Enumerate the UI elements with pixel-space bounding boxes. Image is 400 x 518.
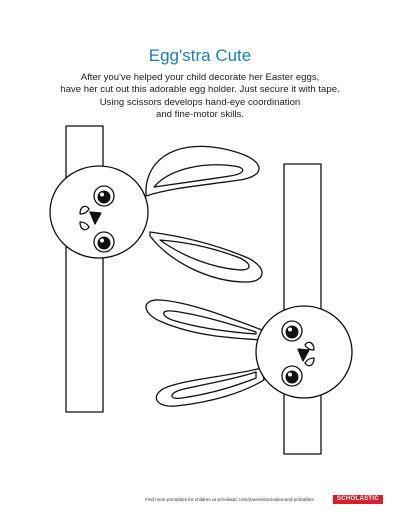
page-footer [0, 495, 400, 507]
page-title: Egg'stra Cute [148, 46, 252, 65]
intro-line: After you've helped your child decorate her Easter eggs, [80, 72, 320, 83]
footer-note: Find more printables for children at scholastic.com/parents/activities-and-printables [145, 497, 314, 502]
bunny-ear-outer [156, 368, 264, 406]
scholastic-logo: SCHOLASTIC [333, 495, 383, 504]
intro-line: and fine-motor skills. [156, 109, 244, 121]
intro-line: have her cut out this adorable egg holder. Just secure it with tape. [60, 84, 340, 96]
bunny-right [146, 300, 352, 406]
bunny-ear-outer [146, 300, 262, 340]
intro-line: Using scissors develops hand-eye coordination [99, 96, 301, 108]
bunny-ear-outer [150, 232, 262, 282]
